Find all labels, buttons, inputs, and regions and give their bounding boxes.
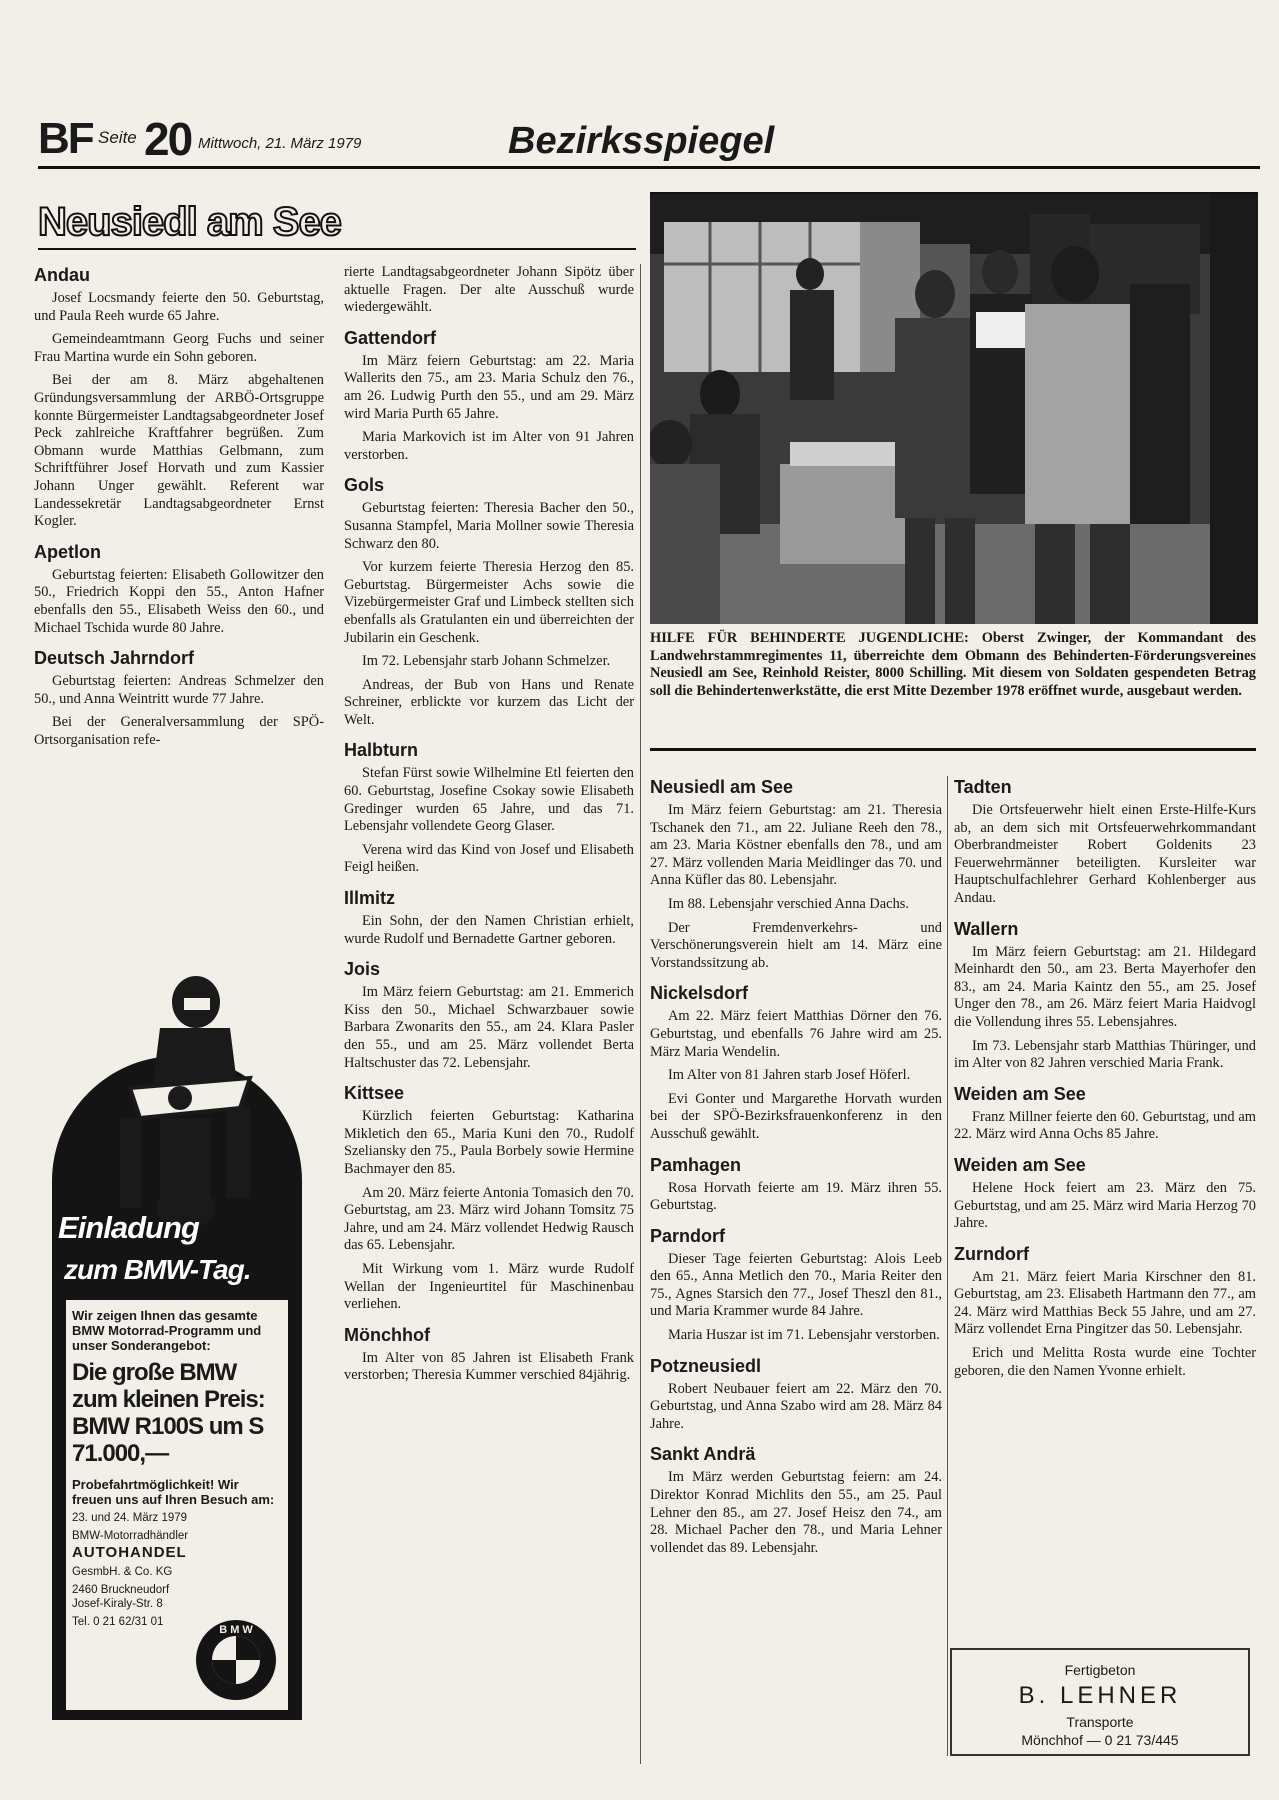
article-paragraph: Josef Locsmandy feierte den 50. Geburtstag, und Paula Reeh wurde 65 Jahre.: [34, 290, 324, 324]
article-heading: Nickelsdorf: [650, 983, 749, 1004]
article-heading: Potzneusiedl: [650, 1355, 762, 1376]
lehner-contact: Mönchhof — 0 21 73/445: [1021, 1732, 1179, 1748]
issue-date: Mittwoch, 21. März 1979: [198, 135, 362, 152]
article-paragraph: rierte Landtagsabgeordneter Johann Sipötz über aktuelle Fragen. Der alte Ausschuß wurde wiedergewählt.: [344, 264, 634, 316]
article-paragraph: Gemeindeamtmann Georg Fuchs und seiner Frau Martina wurde ein Sohn geboren.: [34, 331, 324, 365]
ad-intro: Wir zeigen Ihnen das gesamte BMW Motorrad-Programm und unser Sonderangebot:: [72, 1308, 262, 1353]
article-paragraph: Erich und Melitta Rosta wurde eine Tochter geboren, die den Namen Yvonne erhielt.: [954, 1345, 1256, 1379]
article-heading: Illmitz: [344, 888, 396, 909]
lehner-name: B. LEHNER: [1018, 1682, 1182, 1709]
lehner-line-3: Transporte: [1066, 1714, 1134, 1730]
article-paragraph: Maria Huszar ist im 71. Lebensjahr verstorben.: [668, 1327, 940, 1344]
lehner-advertisement: [950, 1648, 1250, 1756]
article-heading: Deutsch Jahrndorf: [34, 648, 195, 669]
article-paragraph: Im März feiern Geburtstag: am 21. Emmerich Kiss den 50., Michael Schwarzbauer sowie Barbara Zwonarits den 55., am 24. Klara Pasler den 55., und am 25. März vollendet Berta Haltschuster das 72. Lebensjahr.: [344, 984, 634, 1071]
article-paragraph: Im März feiern Geburtstag: am 22. Maria Wallerits den 75., am 23. Maria Schulz den 76., am 26. Ludwig Purth den 55., und am 29. März wird Maria Purth 65 Jahre.: [344, 352, 634, 422]
page-label: Seite: [98, 128, 137, 147]
ad-company: GesmbH. & Co. KG: [72, 1566, 173, 1578]
article-paragraph: Mit Wirkung vom 1. März wurde Rudolf Wellan der Ingenieurtitel für Maschinenbau verliehen.: [344, 1260, 634, 1313]
article-paragraph: Im 88. Lebensjahr verschied Anna Dachs.: [668, 895, 909, 912]
ad-offer: Die große BMW zum kleinen Preis: BMW R100S um S 71.000,—: [72, 1359, 265, 1467]
column-divider: [947, 776, 948, 1756]
article-heading: Kittsee: [344, 1083, 405, 1104]
ad-address: 2460 Bruckneudorf Josef-Kiraly-Str. 8: [72, 1584, 170, 1610]
ad-subheadline: zum BMW-Tag.: [64, 1254, 251, 1285]
masthead: [38, 108, 1260, 166]
lehner-line-1: Fertigbeton: [1064, 1662, 1136, 1678]
article-heading: Neusiedl am See: [650, 777, 794, 797]
column-2: [344, 264, 634, 1391]
article-paragraph: Am 22. März feiert Matthias Dörner den 76. Geburtstag, und ebenfalls 76 Jahre wird am 25. März Maria Wendelin.: [650, 1008, 942, 1060]
article-paragraph: Kürzlich feierten Geburtstag: Katharina Mikletich den 65., Maria Kuni den 70., Rudolf Szeliansky den 75., Paula Borbely sowie Hermine Bachmayer den 85.: [344, 1108, 634, 1177]
region-rule: [38, 248, 636, 250]
masthead-rule: [38, 166, 1260, 169]
region-title: Neusiedl am See: [38, 200, 341, 244]
paper-logo: BF: [38, 114, 93, 163]
article-paragraph: Am 21. März feiert Maria Kirschner den 81. Geburtstag, am 23. Elisabeth Hartmann den 77., am 24. März wird Matthias Beck 55 Jahre, und am 27. März vollendet Erna Pingitzer das 50. Lebensjahr.: [954, 1268, 1256, 1338]
ad-phone: Tel. 0 21 62/31 01: [72, 1616, 164, 1628]
article-paragraph: Im 73. Lebensjahr starb Matthias Thüringer, und im Alter von 82 Jahren verschied Maria Frank.: [954, 1037, 1256, 1072]
article-heading: Gattendorf: [344, 327, 436, 348]
photo-caption: HILFE FÜR BEHINDERTE JUGENDLICHE: Oberst Zwinger, der Kommandant des Landwehrstammregimentes 11, überreichte dem Obmann des Behinderten-Förderungsvereines Neusiedl am See, Reinhold Reister, 8000 Schilling. Mit diesem von Soldaten gespendeten Betrag soll die Behindertenwerkstätte, die erst Mitte Dezember 1978 eröffnet wurde, ausgebaut werden.: [650, 630, 1256, 699]
article-paragraph: Verena wird das Kind von Josef und Elisabeth Feigl heißen.: [344, 841, 634, 876]
article-paragraph: Geburtstag feierten: Elisabeth Gollowitzer den 50., Friedrich Koppi den 55., Anton Hafner ebenfalls den 55., Elisabeth Weiss den 60., und Michael Tschida wurde 80 Jahre.: [34, 566, 324, 636]
article-heading: Jois: [344, 959, 381, 980]
article-paragraph: Helene Hock feiert am 23. März den 75. Geburtstag, und am 25. März wird Maria Herzog 70 Jahre.: [954, 1179, 1256, 1232]
article-paragraph: Am 20. März feierte Antonia Tomasich den 70. Geburtstag, am 23. März wird Johann Tomsitz 75 Jahre, und am 24. März vollendet Hedwig Rausch das 65. Lebensjahr.: [344, 1184, 634, 1254]
motorcycle-rider-illustration: [100, 968, 260, 1228]
bmw-logo-text: B M W: [219, 1624, 253, 1636]
article-heading: Pamhagen: [650, 1154, 742, 1175]
article-paragraph: Der Fremdenverkehrs- und Verschönerungsverein hielt am 14. März eine Vorstandssitzung ab.: [650, 919, 942, 971]
article-paragraph: Geburtstag feierten: Theresia Bacher den 50., Susanna Stampfel, Maria Mollner sowie Theresia Schwarz den 80.: [344, 500, 634, 552]
article-paragraph: Bei der Generalversammlung der SPÖ-Ortsorganisation refe-: [34, 714, 324, 748]
article-heading: Zurndorf: [954, 1243, 1029, 1264]
article-paragraph: Vor kurzem feierte Theresia Herzog den 85. Geburtstag. Bürgermeister Achs sowie die Vizebürgermeister Graf und Limbeck stellten sich ebenfalls als Gratulanten ein und überreichten der Jubilarin ein Geschenk.: [344, 559, 634, 646]
article-paragraph: Im Alter von 81 Jahren starb Josef Höferl.: [668, 1067, 911, 1084]
article-paragraph: Andreas, der Bub von Hans und Renate Schreiner, erblickte vor kurzem das Licht der Welt.: [344, 676, 634, 728]
ad-dates: 23. und 24. März 1979: [72, 1512, 188, 1524]
article-paragraph: Im Alter von 85 Jahren ist Elisabeth Frank verstorben; Theresia Kummer verschied 84jährig.: [344, 1349, 634, 1384]
ad-headline: Einladung: [58, 1210, 199, 1245]
column-1: [34, 264, 324, 755]
article-paragraph: Ein Sohn, der den Namen Christian erhielt, wurde Rudolf und Bernadette Gartner geboren.: [344, 913, 634, 947]
article-paragraph: Franz Millner feierte den 60. Geburtstag, und am 22. März wird Anna Ochs 85 Jahre.: [954, 1108, 1256, 1143]
article-paragraph: Bei der am 8. März abgehaltenen Gründungsversammlung der ARBÖ-Ortsgruppe konnte Bürgermeister Landtagsabgeordneter Josef Peck zahlreiche Kraftfahrer begrüßen. Zum Obmann wurde Matthias Gelbmann, zum Schriftführer Josef Horvath und zum Kassier Johann Unger gewählt. Referent war Landessekretär Landtagsabgeordneter Ernst Kogler.: [34, 372, 324, 530]
article-paragraph: Maria Markovich ist im Alter von 91 Jahren verstorben.: [344, 429, 634, 463]
region-heading: [38, 198, 638, 246]
page-number: 20: [144, 113, 192, 165]
ad-invite: Probefahrtmöglichkeit! Wir freuen uns auf Ihren Besuch am:: [72, 1477, 275, 1507]
column-4: [954, 776, 1256, 1386]
article-heading: Mönchhof: [344, 1324, 430, 1345]
article-paragraph: Rosa Horvath feierte am 19. März ihren 55. Geburtstag.: [650, 1179, 942, 1214]
article-paragraph: Die Ortsfeuerwehr hielt einen Erste-Hilfe-Kurs ab, an dem sich mit Ortsfeuerwehrkommandant Oberbrandmeister Robert Goldenits 23 Feuerwehrmänner beteiligten. Kursleiter war Hauptschulfachlehrer Gerhard Kohlenberger aus Andau.: [954, 802, 1256, 906]
article-heading: Weiden am See: [954, 1083, 1086, 1104]
article-paragraph: Im März werden Geburtstag feiern: am 24. Direktor Konrad Michlits den 55., am 25. Paul Lehner den 85., am 27. Josef Heisz den 74., am 28. Michael Pacher den 78., und Maria Lehner vollendet das 89. Lebensjahr.: [650, 1469, 942, 1556]
article-paragraph: Im 72. Lebensjahr starb Johann Schmelzer.: [362, 653, 611, 670]
section-title: Bezirksspiegel: [508, 120, 775, 162]
news-photo: [650, 194, 1258, 624]
article-heading: Halbturn: [344, 740, 418, 761]
article-heading: Tadten: [954, 777, 1012, 797]
article-heading: Apetlon: [34, 541, 101, 562]
ad-dealer: AUTOHANDEL: [72, 1544, 187, 1561]
bmw-logo-icon: [194, 1618, 278, 1702]
article-heading: Sankt Andrä: [650, 1444, 756, 1465]
ad-dealer-type: BMW-Motorradhändler: [72, 1530, 189, 1542]
article-paragraph: Dieser Tage feierten Geburtstag: Alois Leeb den 65., Anna Metlich den 70., Maria Reiter den 75., Agnes Starsich den 77., Josef Theszl den 81., und Maria Krammer wurde 84 Jahre.: [650, 1250, 942, 1320]
article-paragraph: Stefan Fürst sowie Wilhelmine Etl feierten den 60. Geburtstag, Josefine Csokay sowie Elisabeth Gredinger wurden 65 Jahre, und das 71. Lebensjahr vollendete Georg Glaser.: [344, 765, 634, 835]
article-paragraph: Geburtstag feierten: Andreas Schmelzer den 50., und Anna Weintritt wurde 77 Jahre.: [34, 673, 324, 707]
article-heading: Gols: [344, 475, 385, 496]
article-heading: Parndorf: [650, 1225, 726, 1246]
article-heading: Andau: [34, 265, 90, 285]
column-3: [650, 776, 942, 1563]
caption-rule: [650, 748, 1256, 751]
bmw-advertisement: [52, 968, 302, 1720]
article-paragraph: Evi Gonter und Margarethe Horvath wurden bei der SPÖ-Bezirksfrauenkonferenz in den Ausschuß gewählt.: [650, 1090, 942, 1142]
article-heading: Wallern: [954, 918, 1019, 939]
article-paragraph: Im März feiern Geburtstag: am 21. Hildegard Meinhardt den 50., am 23. Berta Mayerhofer den 83., am 24. Maria Kaintz den 55., am 25. Josef Unger den 78., am 26. März feiert Maria Haidvogl die Vollendung ihres 55. Lebensjahres.: [954, 943, 1256, 1030]
photo-illustration: [650, 194, 1258, 624]
column-divider: [640, 264, 641, 1764]
article-heading: Weiden am See: [954, 1154, 1086, 1175]
article-paragraph: Im März feiern Geburtstag: am 21. Theresia Tschanek den 71., am 22. Juliane Reeh den 78., am 23. Maria Köstner ebenfalls den 78., und am 27. März vollenden Maria Meidlinger das 70. und Anna Küfler das 80. Lebensjahr.: [650, 802, 942, 889]
article-paragraph: Robert Neubauer feiert am 22. März den 70. Geburtstag, und Anna Szabo wird am 28. März 84 Jahre.: [650, 1380, 942, 1432]
